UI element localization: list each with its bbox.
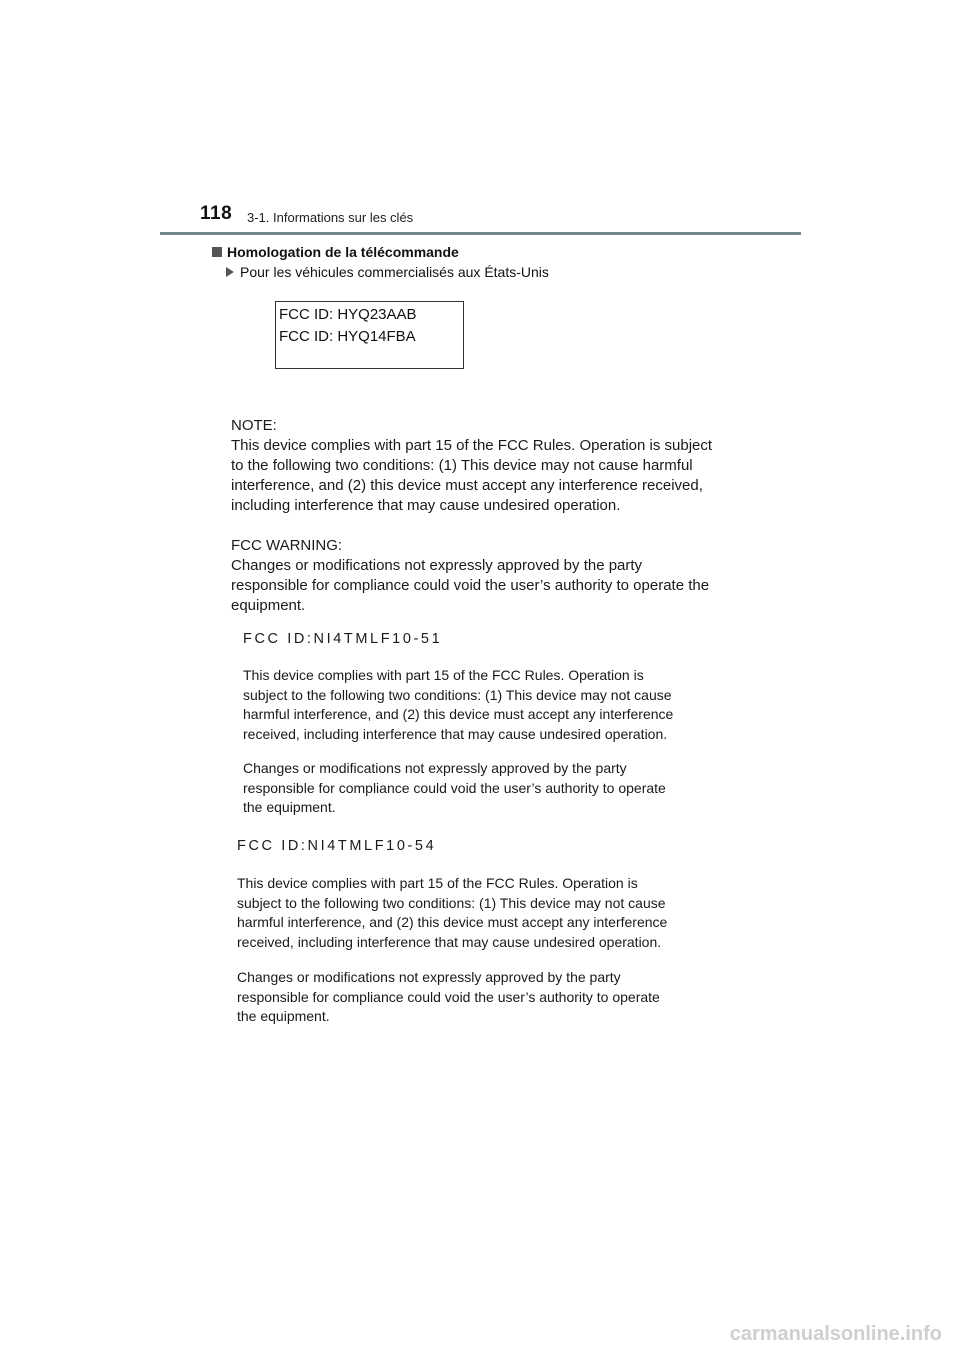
header-divider	[160, 232, 801, 235]
note-block	[231, 416, 771, 516]
note-title: NOTE:	[231, 417, 277, 434]
label2-para2	[237, 968, 747, 1027]
label1-line: subject to the following two conditions: (1) This device may not cause	[243, 686, 672, 703]
page-number: 118	[200, 203, 233, 224]
label2-para1	[237, 874, 747, 952]
warning-line: responsible for compliance could void the user’s authority to operate the	[231, 577, 710, 594]
warning-line: equipment.	[231, 597, 306, 614]
warning-title: FCC WARNING:	[231, 537, 343, 554]
subheading	[226, 264, 549, 280]
label1-line: received, including interference that may cause undesired operation.	[243, 725, 668, 742]
watermark: carmanualsonline.info	[729, 1323, 942, 1345]
label1-line: the equipment.	[243, 799, 336, 815]
label1-fcc-id: FCC ID:NI4TMLF10-51	[243, 631, 443, 647]
warning-line: Changes or modifications not expressly approved by the party	[231, 557, 643, 574]
label1-line: This device complies with part 15 of the FCC Rules. Operation is	[243, 667, 644, 683]
label2-line: Changes or modifications not expressly approved by the party	[237, 969, 621, 985]
label1-line: responsible for compliance could void the user’s authority to operate	[243, 779, 666, 796]
fcc-id-line-2: FCC ID: HYQ14FBA	[279, 328, 416, 345]
note-line: to the following two conditions: (1) This device may not cause harmful	[231, 457, 693, 474]
triangle-bullet-icon	[226, 267, 234, 277]
label2-fcc-id: FCC ID:NI4TMLF10-54	[237, 838, 437, 854]
label2-line: This device complies with part 15 of the FCC Rules. Operation is	[237, 875, 638, 891]
label1-para2	[243, 759, 743, 818]
heading	[212, 244, 459, 260]
heading-text: Homologation de la télécommande	[227, 244, 459, 260]
square-bullet-icon	[212, 247, 222, 257]
label2-line: harmful interference, and (2) this device must accept any interference	[237, 914, 668, 930]
label2-line: the equipment.	[237, 1008, 330, 1024]
label1-line: Changes or modifications not expressly approved by the party	[243, 760, 627, 776]
subheading-text: Pour les véhicules commercialisés aux États-Unis	[240, 264, 549, 280]
fcc-id-box	[275, 301, 464, 369]
section-title: 3-1. Informations sur les clés	[247, 210, 414, 225]
label1-para1	[243, 666, 743, 744]
label2-line: subject to the following two conditions: (1) This device may not cause	[237, 894, 666, 911]
fcc-id-line-1: FCC ID: HYQ23AAB	[279, 306, 417, 323]
label2-line: responsible for compliance could void the user’s authority to operate	[237, 988, 660, 1005]
label2-line: received, including interference that may cause undesired operation.	[237, 933, 662, 950]
note-line: This device complies with part 15 of the FCC Rules. Operation is subject	[231, 437, 713, 454]
warning-block	[231, 536, 771, 616]
label1-line: harmful interference, and (2) this device must accept any interference	[243, 706, 674, 722]
note-line: including interference that may cause undesired operation.	[231, 497, 621, 514]
note-line: interference, and (2) this device must accept any interference received,	[231, 477, 703, 494]
